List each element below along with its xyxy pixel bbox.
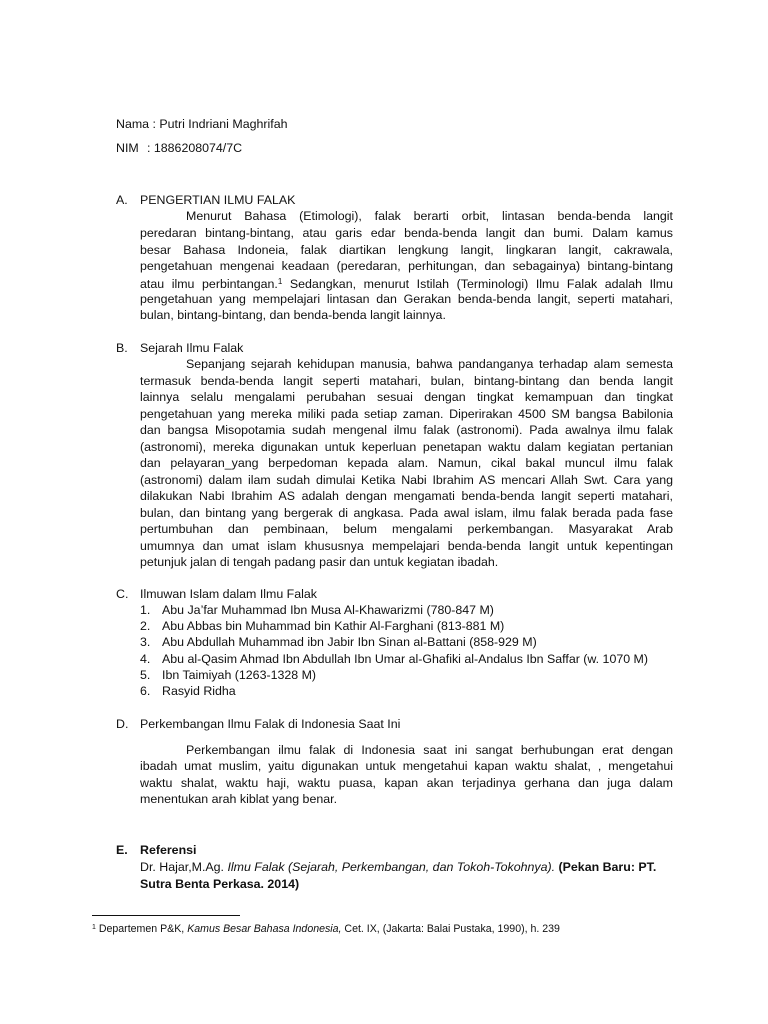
section-e-letter: E. bbox=[116, 843, 128, 857]
section-b-line: bulan, dan bintang yang bergerak di angkasa. Pada awal islam, ilmu falak berada pada fase bbox=[140, 506, 673, 520]
list-item: Rasyid Ridha bbox=[162, 684, 236, 698]
footnote-reference: 1 bbox=[277, 277, 283, 286]
reference-publisher: (Pekan Baru: PT. bbox=[555, 860, 657, 874]
footnote-suffix: Cet. IX, (Jakarta: Balai Pustaka, 1990), h. 239 bbox=[341, 923, 560, 935]
list-item-number: 1. bbox=[140, 603, 151, 617]
section-b-line: lainnya selalu mengalami perubahan sesuai dengan tingkat kemampuan dan tingkat bbox=[140, 390, 673, 404]
section-b-line: dan pelayaran_yang berpedoman kepada alam. Namun, cikal bakal muncul ilmu falak bbox=[140, 456, 673, 470]
student-name: Nama : Putri Indriani Maghrifah bbox=[116, 117, 288, 131]
section-a-line: peredaran bintang-bintang, atau garis edar benda-benda langit dan bumi. Dalam kamus bbox=[140, 226, 673, 240]
nim-label: NIM bbox=[116, 141, 139, 155]
list-item-number: 5. bbox=[140, 668, 151, 682]
footnote bbox=[92, 921, 560, 936]
list-item: Ibn Taimiyah (1263-1328 M) bbox=[162, 668, 317, 682]
section-d-line: ibadah umat muslim, yaitu digunakan untuk mengetahui kapan waktu shalat, , mengetahui bbox=[140, 759, 673, 773]
section-a-line: pengetahuan mengenai keadaan (peredaran, perhitungan, dan sebagainya) bintang-bintang bbox=[140, 259, 673, 273]
section-b-line: (astronomi) dalam ilam sudah dimulai Ketika Nabi Ibrahim AS mencari Allah Swt. Cara yang bbox=[140, 473, 673, 487]
section-b-line: petunjuk jalan di tengah padang pasir dan untuk kegiatan ibadah. bbox=[140, 555, 499, 569]
section-b-line: termasuk benda-benda langit seperti matahari, bulan, bintang-bintang dan benda langit bbox=[140, 374, 673, 388]
list-item: Abu Abbas bin Muhammad bin Kathir Al-Farghani (813-881 M) bbox=[162, 619, 505, 633]
reference-author: Dr. Hajar,M.Ag. bbox=[140, 860, 228, 874]
section-b-line: pengetahuan yang mereka miliki pada setiap zaman. Diperirakan 4500 SM bangsa Babilonia bbox=[140, 407, 673, 421]
reference-line-2: Sutra Benta Perkasa. 2014) bbox=[140, 877, 300, 891]
section-b-line: umumnya dan umat islam khususnya mempelajari benda-benda langit untuk kepentingan bbox=[140, 539, 673, 553]
section-b-line: pertumbuhan dan pembinaan, belum mengalami perkembangan. Masyarakat Arab bbox=[140, 522, 673, 536]
footnote-title: Kamus Besar Bahasa Indonesia, bbox=[187, 923, 342, 935]
section-a-letter: A. bbox=[116, 193, 128, 207]
footnote-mark: 1 bbox=[92, 924, 96, 931]
reference-line bbox=[140, 859, 656, 876]
section-b-line: Sepanjang sejarah kehidupan manusia, bahwa pandanganya terhadap alam semesta bbox=[186, 357, 673, 371]
section-b-letter: B. bbox=[116, 341, 128, 355]
section-e-title: Referensi bbox=[140, 843, 197, 857]
list-item: Abu al-Qasim Ahmad Ibn Abdullah Ibn Umar al-Ghafiki al-Andalus Ibn Saffar (w. 1070 M) bbox=[162, 652, 649, 666]
section-d-line: waktu shalat, waktu haji, waktu puasa, kapan akan terjadinya gerhana dan juga dalam bbox=[140, 776, 673, 790]
section-a-line-footnoted bbox=[140, 274, 673, 293]
section-d-letter: D. bbox=[116, 717, 129, 731]
section-a-line-start: atau ilmu perbintangan. bbox=[140, 277, 278, 291]
section-a-title: PENGERTIAN ILMU FALAK bbox=[140, 193, 296, 207]
section-c-letter: C. bbox=[116, 587, 129, 601]
footnote-prefix: Departemen P&K, bbox=[95, 923, 188, 935]
list-item: Abu Abdullah Muhammad ibn Jabir Ibn Sinan al-Battani (858-929 M) bbox=[162, 635, 537, 649]
section-d-line: menentukan arah kiblat yang benar. bbox=[140, 792, 338, 806]
list-item-number: 2. bbox=[140, 619, 151, 633]
section-b-line: dan bangsa Misopotamia sudah mengenal ilmu falak (astronomi). Pada awalnya ilmu falak bbox=[140, 423, 673, 437]
section-b-title: Sejarah Ilmu Falak bbox=[140, 341, 244, 355]
footnote-separator bbox=[92, 915, 240, 916]
section-c-title: Ilmuwan Islam dalam Ilmu Falak bbox=[140, 587, 317, 601]
list-item-number: 4. bbox=[140, 652, 151, 666]
section-a-line: pengetahuan yang mempelajari lintasan dan Gerakan benda-benda langit, seperti matahari, bbox=[140, 292, 673, 306]
reference-title: Ilmu Falak (Sejarah, Perkembangan, dan Tokoh-Tokohnya). bbox=[227, 860, 556, 874]
list-item: Abu Ja’far Muhammad Ibn Musa Al-Khawarizmi (780-847 M) bbox=[162, 603, 494, 617]
section-d-title: Perkembangan Ilmu Falak di Indonesia Saat Ini bbox=[140, 717, 401, 731]
section-a-line: Menurut Bahasa (Etimologi), falak berarti orbit, lintasan benda-benda langit bbox=[186, 209, 673, 223]
section-b-line: (astronomi), mereka digunakan untuk keperluan penetapan waktu dalam kegiatan pertanian bbox=[140, 440, 673, 454]
section-a-line: bulan, bintang-bintang, dan benda-benda langit lainnya. bbox=[140, 308, 446, 322]
section-d-line: Perkembangan ilmu falak di Indonesia saat ini sangat berhubungan erat dengan bbox=[186, 743, 673, 757]
nim-value: : 1886208074/7C bbox=[147, 141, 243, 155]
section-a-line-rest: Sedangkan, menurut Istilah (Terminologi) Ilmu Falak adalah Ilmu bbox=[282, 277, 673, 291]
section-a-line: besar Bahasa Indoneia, falak diartikan lengkung langit, lingkaran langit, cakrawala, bbox=[140, 243, 673, 257]
list-item-number: 3. bbox=[140, 635, 151, 649]
list-item-number: 6. bbox=[140, 684, 151, 698]
section-b-line: dilakukan Nabi Ibrahim AS adalah dengan mengamati benda-benda langit seperti matahari, bbox=[140, 489, 673, 503]
